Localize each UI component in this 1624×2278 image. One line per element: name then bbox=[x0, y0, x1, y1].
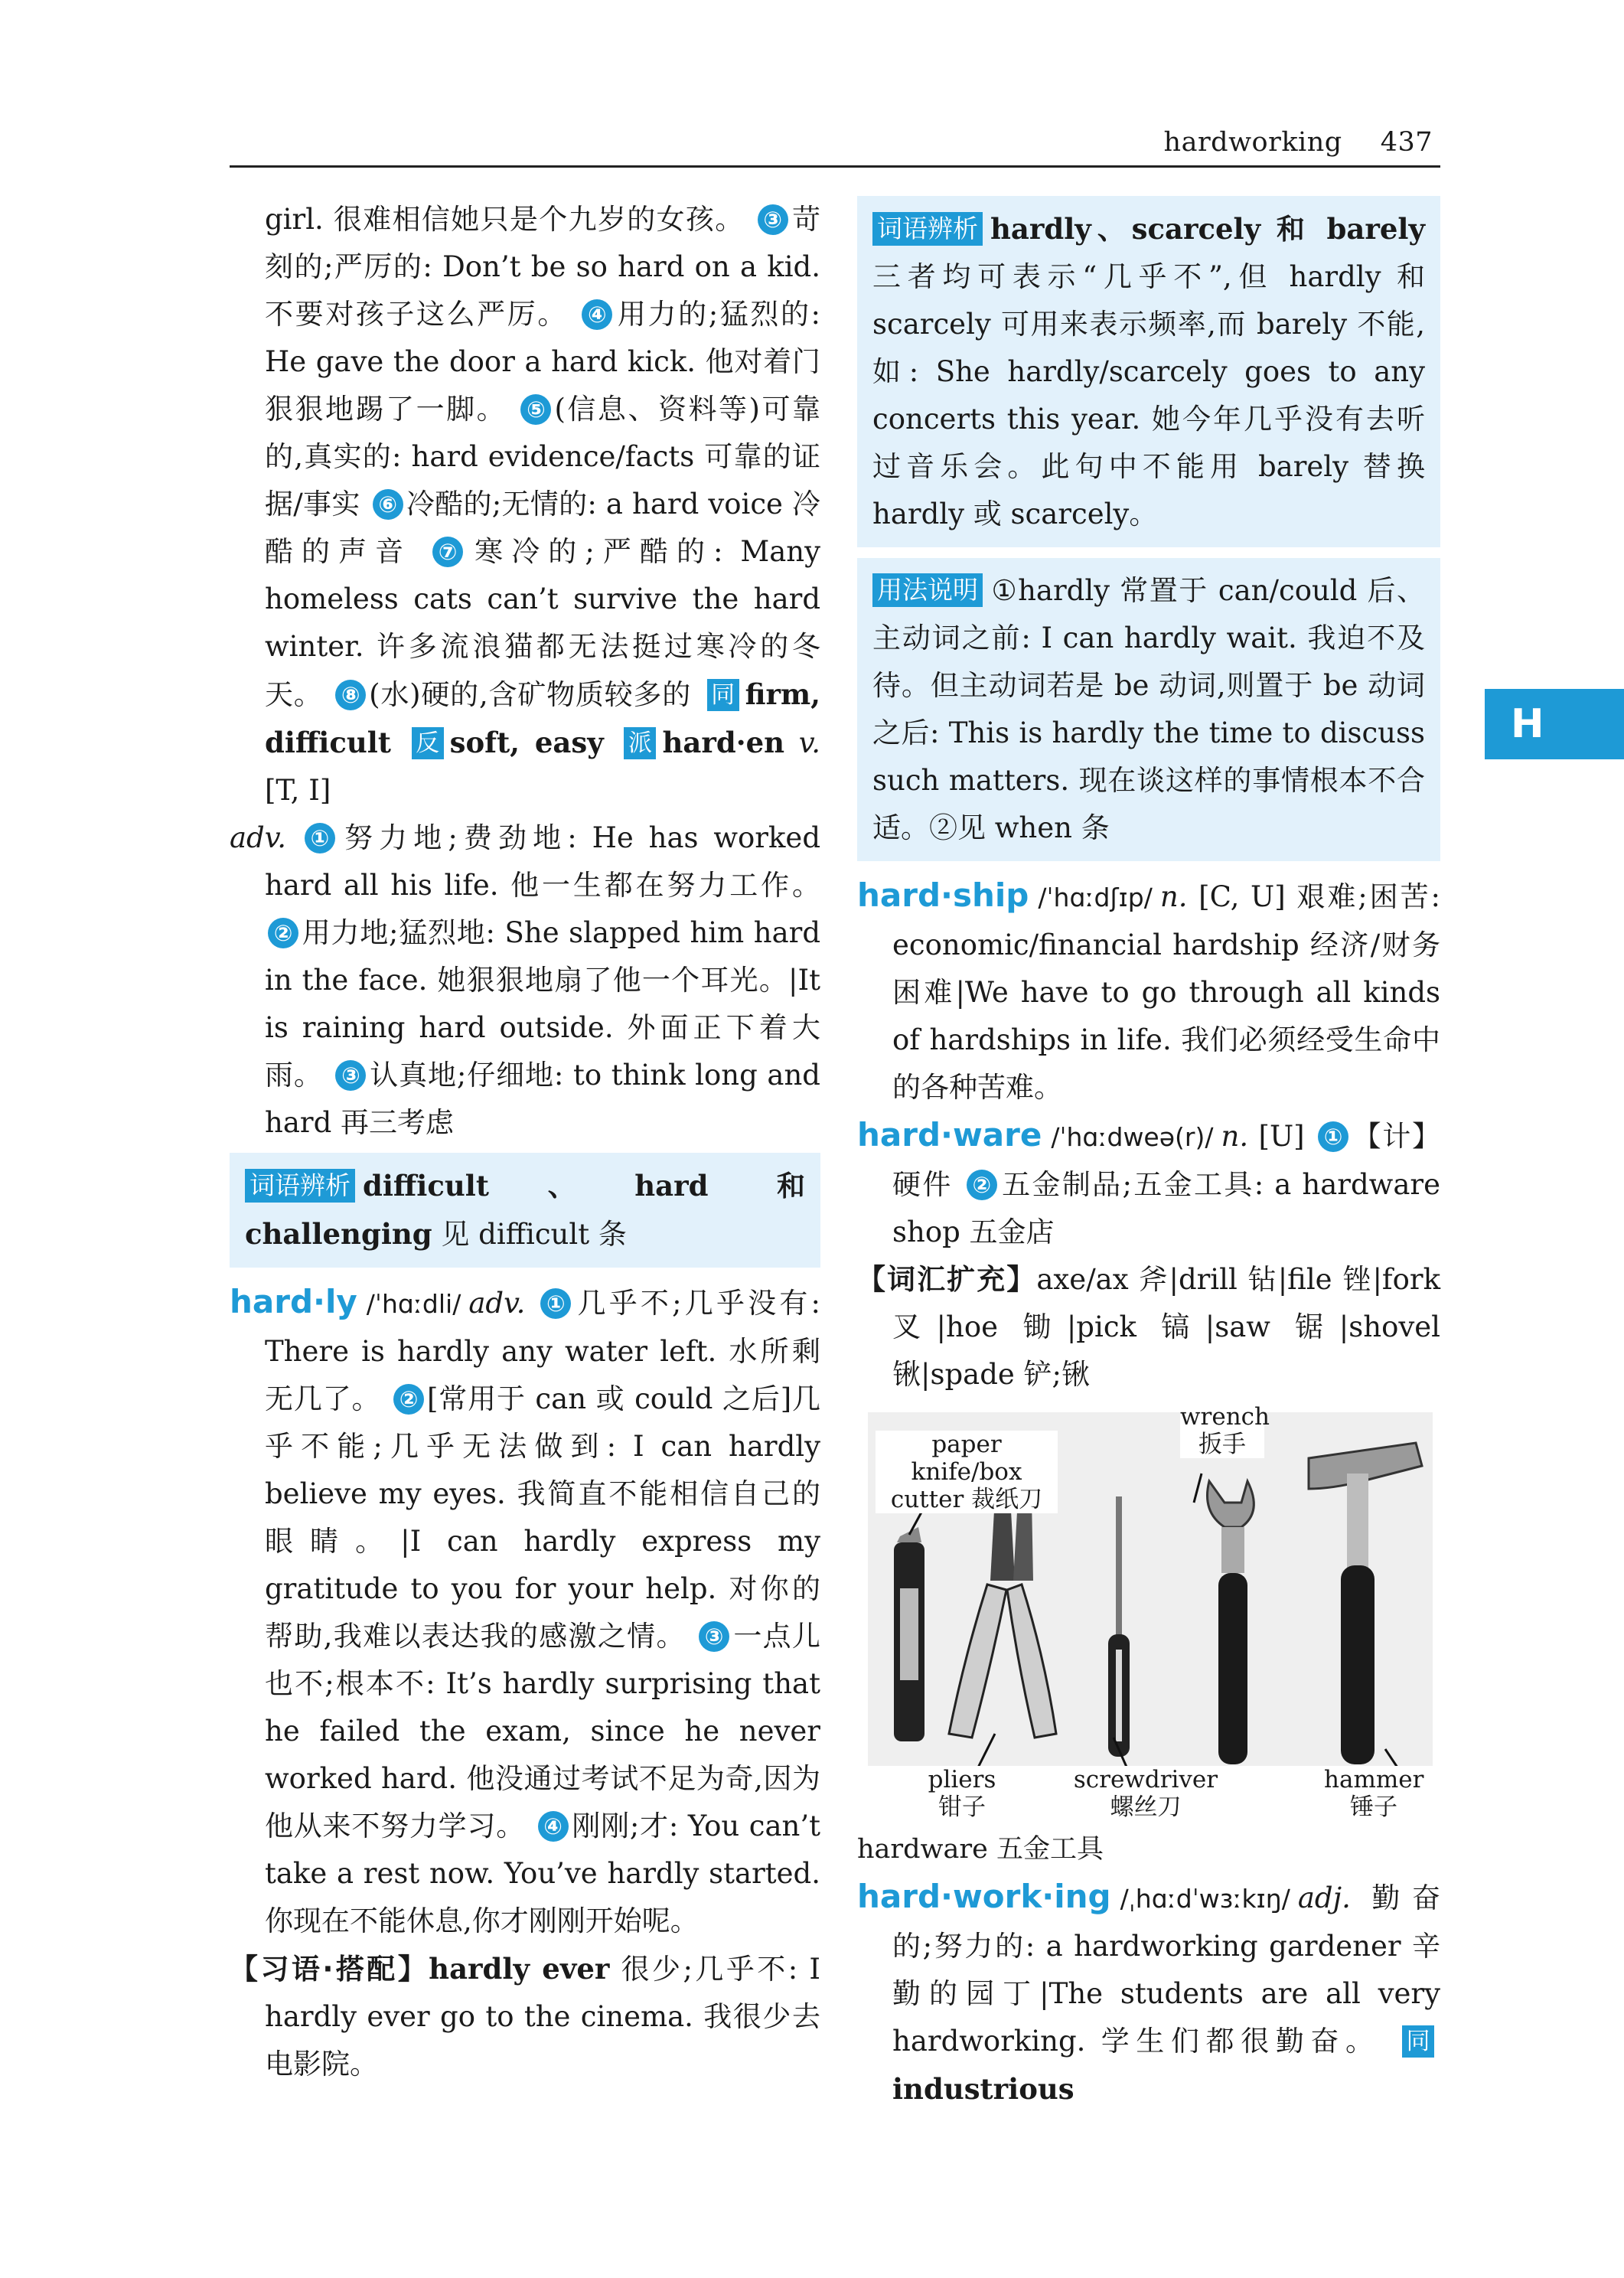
phonetic: /ˌhɑːdˈwɜːkɪŋ/ bbox=[1120, 1884, 1290, 1914]
header-rule bbox=[230, 165, 1440, 168]
synonyms: industrious bbox=[892, 2072, 1075, 2106]
label-hammer: hammer 锤子 bbox=[1324, 1766, 1424, 1821]
headword[interactable]: hard·ship bbox=[857, 876, 1029, 914]
label-pliers: pliers 钳子 bbox=[923, 1766, 1001, 1821]
antonyms: soft, easy bbox=[449, 726, 604, 759]
antonym-icon: 反 bbox=[412, 727, 444, 759]
entry-hardship: hard·ship /ˈhɑːdʃɪp/ n. [C, U] 艰难;困苦: economic/financial hardship 经济/财务困难|We have to go through all kinds of hardships in life. 我们必须经受生命中的各种苦难。 bbox=[857, 876, 1440, 1104]
pliers-icon bbox=[949, 1496, 1056, 1738]
sense-number: ⑥ bbox=[373, 489, 403, 520]
sense-number: ④ bbox=[582, 299, 612, 330]
wrench-icon bbox=[1208, 1481, 1254, 1764]
part-of-speech: adv. bbox=[230, 821, 287, 854]
sense-number: ② bbox=[967, 1170, 997, 1200]
headword[interactable]: hard·ware bbox=[857, 1116, 1042, 1154]
sense-number: ⑧ bbox=[335, 680, 366, 710]
usage-note-hardly: 用法说明 ①hardly 常置于 can/could 后、主动词之前: I can hardly wait. 我迫不及待。但主动词若是 be 动词,则置于 be 动词之后: This is hardly the time to discuss such matters. 现在谈这样的事情根本不合适。②见 when 条 bbox=[857, 558, 1440, 861]
idiom-collocation: 【习语·搭配】hardly ever 很少;几乎不: I hardly ever go to the cinema. 我很少去电影院。 bbox=[230, 1952, 821, 2081]
figure-caption: hardware 五金工具 bbox=[857, 1834, 1104, 1865]
label-box-cutter: paper knife/box cutter 裁纸刀 bbox=[876, 1431, 1058, 1513]
box-cutter-icon bbox=[894, 1527, 925, 1741]
sense-number: ④ bbox=[538, 1811, 569, 1842]
label-wrench: wrench 扳手 bbox=[1180, 1403, 1270, 1458]
sense-number: ② bbox=[268, 918, 298, 948]
usage-box-difficult-hard: 词语辨析 difficult、hard 和 challenging 见 difficult 条 bbox=[230, 1153, 820, 1268]
phonetic: /ˈhɑːdli/ bbox=[366, 1289, 461, 1319]
sense-number: ① bbox=[540, 1288, 571, 1319]
box-label: 用法说明 bbox=[872, 573, 983, 607]
derivative-icon: 派 bbox=[624, 727, 656, 759]
entry-hardworking: hard·work·ing /ˌhɑːdˈwɜːkɪŋ/ adj. 勤奋的;努力的: a hardworking gardener 辛勤的园丁|The students are all very hardworking. 学生们都很勤奋。 同industrious bbox=[857, 1878, 1441, 2106]
sense-number: ③ bbox=[699, 1621, 729, 1652]
page-number: 437 bbox=[1380, 127, 1433, 158]
running-head bbox=[1164, 127, 1433, 158]
sense-number: ③ bbox=[758, 204, 788, 235]
usage-box-hardly-scarcely: 词语辨析 hardly、scarcely 和 barely 三者均可表示“几乎不”,但 hardly 和 scarcely 可用来表示频率,而 barely 不能,如: She hardly/scarcely goes to any concerts this year. 她今年几乎没有去听过音乐会。此句中不能用 barely 替换 hardly 或 scarcely。 bbox=[857, 196, 1440, 547]
entry-hard-adv: adv. ① 努力地;费劲地: He has worked hard all his life. 他一生都在努力工作。 ② 用力地;猛烈地: She slapped him hard in the face. 她狠狠地扇了他一个耳光。|It is raining hard outside. 外面正下着大雨。 ③ 认真地;仔细地: to think long and hard 再三考虑 bbox=[230, 821, 820, 1139]
sense-number: ② bbox=[393, 1384, 424, 1415]
headword[interactable]: hard·work·ing bbox=[857, 1878, 1111, 1915]
label-screwdriver: screwdriver 螺丝刀 bbox=[1073, 1766, 1218, 1821]
letter-thumb-tab[interactable]: H bbox=[1485, 689, 1624, 759]
right-column bbox=[857, 196, 1440, 2113]
synonym-icon: 同 bbox=[1402, 2025, 1434, 2058]
sense-number: ① bbox=[305, 823, 335, 853]
box-label: 词语辨析 bbox=[872, 212, 983, 246]
synonyms: firm, difficult bbox=[265, 677, 821, 759]
entry-hardly: hard·ly /ˈhɑːdli/ adv. ① 几乎不;几乎没有: There is hardly any water left. 水所剩无几了。 ② [常用于 can 或 could 之后]几乎不能;几乎无法做到: I can hardly believe my eyes. 我简直不能相信自己的眼睛。|I can hardly express my gratitude to you for your help. 对你的帮助,我难以表达我的感激之情。 ③ 一点儿也不;根本不: It’s hardly surprising that he failed the exam, since he never worked hard. 他没通过考试不足为奇,因为他从来不努力学习。 ④ 刚刚;才: You can’t take a rest now. You’ve hardly started. 你现在不能休息,你才刚刚开始呢。 bbox=[230, 1283, 821, 1937]
hardware-tools-figure bbox=[865, 1403, 1436, 1826]
hammer-icon bbox=[1309, 1443, 1422, 1764]
synonym-icon: 同 bbox=[707, 679, 739, 711]
entry-hardware: hard·ware /ˈhɑːdweə(r)/ n. [U] ① 【计】硬件 ② 五金制品;五金工具: a hardware shop 五金店 bbox=[857, 1116, 1441, 1248]
sense-number: ⑤ bbox=[520, 394, 551, 425]
screwdriver-icon bbox=[1108, 1496, 1130, 1757]
left-column bbox=[230, 196, 820, 2088]
sense-number: ① bbox=[1318, 1121, 1348, 1152]
box-label: 词语辨析 bbox=[245, 1169, 355, 1203]
derivative: hard·en bbox=[662, 726, 785, 759]
vocab-expansion: 【词汇扩充】axe/ax 斧|drill 钻|file 锉|fork 叉|hoe 锄|pick 镐|saw 锯|shovel 锹|spade 铲;锹 bbox=[857, 1263, 1440, 1391]
headword[interactable]: hard·ly bbox=[230, 1283, 357, 1320]
phonetic: /ˈhɑːdʃɪp/ bbox=[1038, 883, 1153, 912]
entry-hard-adj-senses: girl. 很难相信她只是个九岁的女孩。 ③ 苛刻的;严厉的: Don’t be so hard on a kid. 不要对孩子这么严厉。 ④ 用力的;猛烈的: He gave the door a hard kick. 他对着门狠狠地踢了一脚。 ⑤ (信息、资料等)可靠的,真实的: hard evidence/facts 可靠的证据/事实 ⑥ 冷酷的;无情的: a hard voice 冷酷的声音 ⑦ 寒冷的;严酷的: Many homeless cats can’t survive the hard winter. 许多流浪猫都无法挺过寒冷的冬天。 ⑧ (水)硬的,含矿物质较多的 同 firm, difficult 反 soft, easy 派 hard·en v. [T, I] bbox=[265, 203, 821, 807]
guide-word: hardworking bbox=[1163, 127, 1342, 158]
sense-number: ③ bbox=[335, 1060, 366, 1091]
phonetic: /ˈhɑːdweə(r)/ bbox=[1051, 1122, 1214, 1152]
sense-number: ⑦ bbox=[432, 537, 463, 567]
